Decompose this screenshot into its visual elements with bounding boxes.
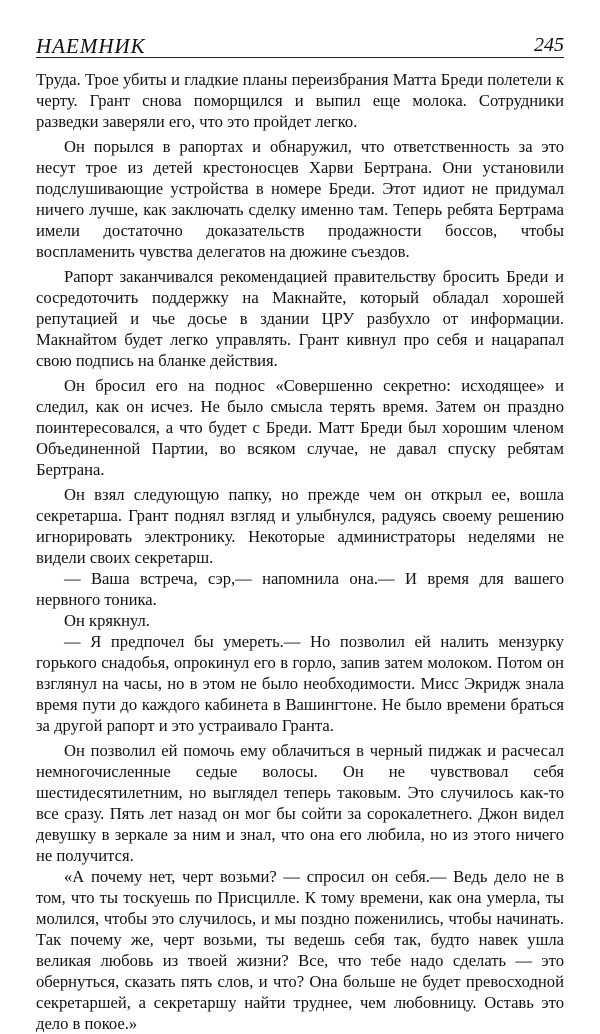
body-text <box>36 69 564 1034</box>
page-number: 245 <box>534 34 564 56</box>
paragraph-1: Труда. Трое убиты и гладкие планы переизбрания Матта Бреди полетели к черту. Грант снова поморщился и выпил еще молока. Сотрудники разведки заверяли его, что это пройдет легко. <box>36 70 564 131</box>
paragraph-10: «А почему нет, черт возьми? — спросил он себя.— Ведь дело не в том, что ты тоскуешь по Присцилле. К тому времени, как она умерла, ты молился, чтобы это случилось, и мы поздно поженились, чтобы начинать. Так почему же, черт возьми, ты ведешь себя так, будто навек ушла великая любовь из твоей жизни? Все, что тебе надо сделать — это обернуться, сказать пять слов, и что? Она больше не будет превосходной секретаршей, а секретаршу найти труднее, чем любовницу. Оставь это дело в покое.» <box>36 867 564 1033</box>
paragraph-7: Он крякнул. <box>64 611 150 630</box>
book-page <box>36 30 564 1034</box>
paragraph-3: Рапорт заканчивался рекомендацией правительству бросить Бреди и сосредоточить поддержку на Макнайте, который обладал хорошей репутацией и чье досье в здании ЦРУ разбухло от информации. Макнайтом будет легко управлять. Грант кивнул про себя и нацарапал свою подпись на бланке действия. <box>36 267 564 370</box>
page-header <box>36 30 564 60</box>
paragraph-9: Он позволил ей помочь ему облачиться в черный пиджак и расчесал немногочисленные седые волосы. Он не чувствовал себя шестидесятилетним, но выглядел теперь таковым. Это случилось как-то все сразу. Пять лет назад он мог бы сойти за сорокалетнего. Джон видел девушку в зеркале за ним и знал, что она его любила, но из этого ничего не получится. <box>36 741 564 865</box>
paragraph-8: — Я предпочел бы умереть.— Но позволил ей налить мензурку горького снадобья, опрокинул его в горло, запив затем молоком. Потом он взглянул на часы, но в этом не было необходимости. Мисс Экридж знала время пути до каждого кабинета в Вашингтоне. Не было времени браться за другой рапорт и это устраивало Гранта. <box>36 632 564 735</box>
paragraph-5: Он взял следующую папку, но прежде чем он открыл ее, вошла секретарша. Грант поднял взгляд и улыбнулся, радуясь своему решению игнорировать электронику. Некоторые администраторы неделями не видели своих секретарш. <box>36 485 564 567</box>
paragraph-4: Он бросил его на поднос «Совершенно секретно: исходящее» и следил, как он исчез. Не было смысла терять время. Затем он праздно поинтересовался, а что будет с Бреди. Матт Бреди был хорошим членом Объединенной Партии, во всяком случае, не давал спуску ребятам Бертрана. <box>36 376 564 479</box>
header-rule <box>36 57 564 58</box>
paragraph-2: Он порылся в рапортах и обнаружил, что ответственность за это несут трое из детей крестоносцев Харви Бертрана. Они установили подслушивающие устройства в номере Бреди. Этот идиот не придумал ничего лучше, как заключать сделку именно там. Теперь ребята Бертрама имели достаточно доказательств продажности боссов, чтобы воспламенить чувства делегатов на дюжине съездов. <box>36 137 564 261</box>
running-head: НАЕМНИК <box>36 34 146 58</box>
paragraph-6: — Ваша встреча, сэр,— напомнила она.— И время для вашего нервного тоника. <box>36 569 564 609</box>
